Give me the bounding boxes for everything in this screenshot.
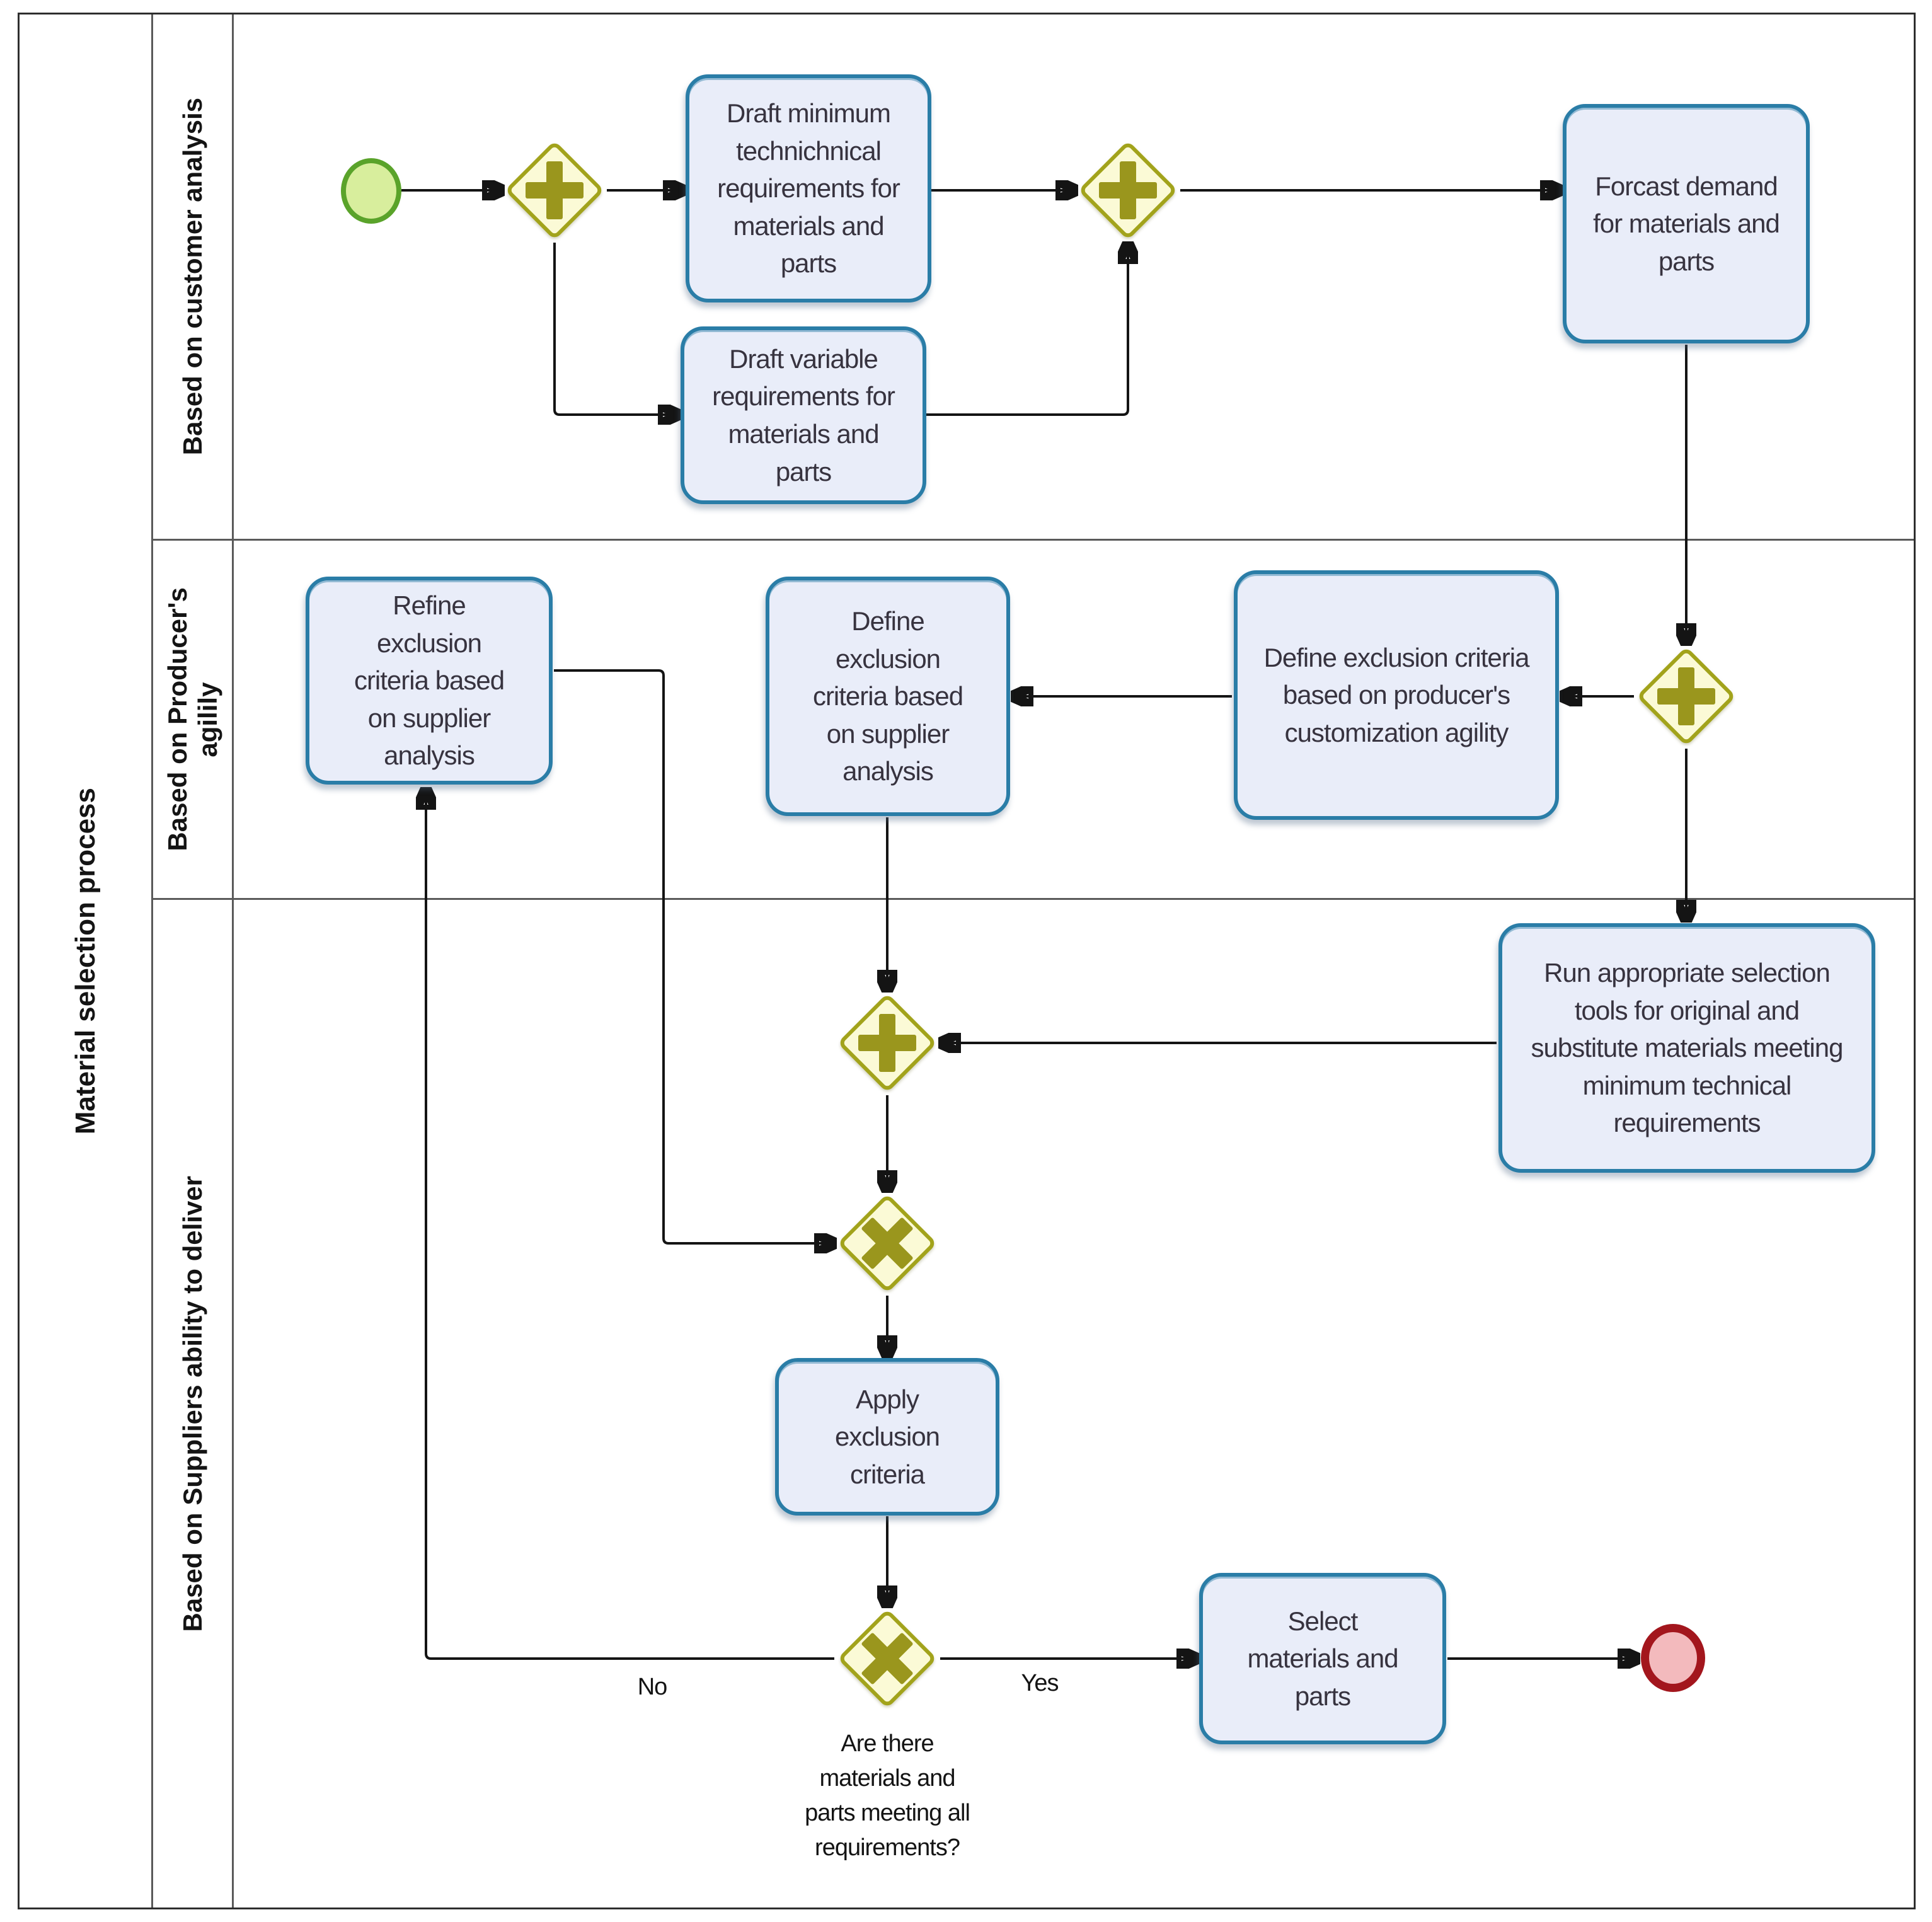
task-draft-minimum-requirements[interactable]: [686, 74, 931, 302]
x-icon: [856, 1627, 919, 1690]
end-event[interactable]: [1641, 1624, 1705, 1692]
parallel-gateway-4[interactable]: [837, 993, 938, 1093]
lane-label-suppliers-deliver: Based on Suppliers ability to deliver: [177, 1175, 207, 1632]
parallel-gateway-2[interactable]: [1078, 140, 1178, 241]
start-event[interactable]: [341, 158, 401, 224]
task-label: Define exclusion criteria based on supplier analysis: [812, 606, 963, 786]
exclusive-gateway-merge[interactable]: [837, 1193, 938, 1294]
parallel-gateway-3[interactable]: [1636, 646, 1737, 747]
gateway-question-label: Are there materials and parts meeting all requirements?: [805, 1730, 970, 1862]
task-run-selection-tools[interactable]: [1498, 923, 1875, 1173]
plus-icon: [523, 159, 586, 222]
lane-label-customer-analysis: Based on customer analysis: [177, 98, 207, 456]
task-label: Define exclusion criteria based on producer's customization agility: [1263, 642, 1529, 747]
plus-icon: [1655, 665, 1718, 728]
pool-title: Material selection process: [69, 787, 101, 1135]
task-label: Run appropriate selection tools for original and substitute materials meeting minimum technical requirements: [1531, 957, 1843, 1138]
task-select-materials-parts[interactable]: [1199, 1573, 1446, 1744]
plus-icon: [856, 1011, 919, 1074]
exclusive-gateway-decision[interactable]: [837, 1608, 938, 1709]
task-draft-variable-requirements[interactable]: [681, 326, 926, 504]
parallel-gateway-1[interactable]: [504, 140, 605, 241]
task-define-exclusion-supplier[interactable]: [766, 577, 1010, 816]
plus-icon: [1096, 159, 1159, 222]
task-label: Forcast demand for materials and parts: [1593, 171, 1780, 276]
lane-label-producer-agility: Based on Producer's agilily: [162, 587, 222, 851]
flow-gateway1-to-draft-var: [555, 243, 678, 415]
task-define-exclusion-producer[interactable]: [1234, 570, 1559, 820]
task-label: Draft minimum technichnical requirements for materials and parts: [717, 98, 900, 279]
task-apply-exclusion-criteria[interactable]: [775, 1358, 999, 1516]
task-refine-exclusion-criteria[interactable]: [306, 577, 553, 785]
task-label: Refine exclusion criteria based on supplier analysis: [354, 590, 505, 771]
flow-draft-var-to-gateway2: [926, 244, 1128, 415]
yes-label: Yes: [1021, 1670, 1059, 1696]
no-label: No: [637, 1674, 667, 1700]
task-label: Apply exclusion criteria: [834, 1384, 940, 1489]
task-label: Draft variable requirements for materials and parts: [712, 343, 895, 486]
x-icon: [856, 1212, 919, 1275]
task-forecast-demand[interactable]: [1563, 104, 1810, 343]
task-label: Select materials and parts: [1247, 1606, 1398, 1711]
flow-gateway6-no-to-refine: [426, 790, 834, 1659]
